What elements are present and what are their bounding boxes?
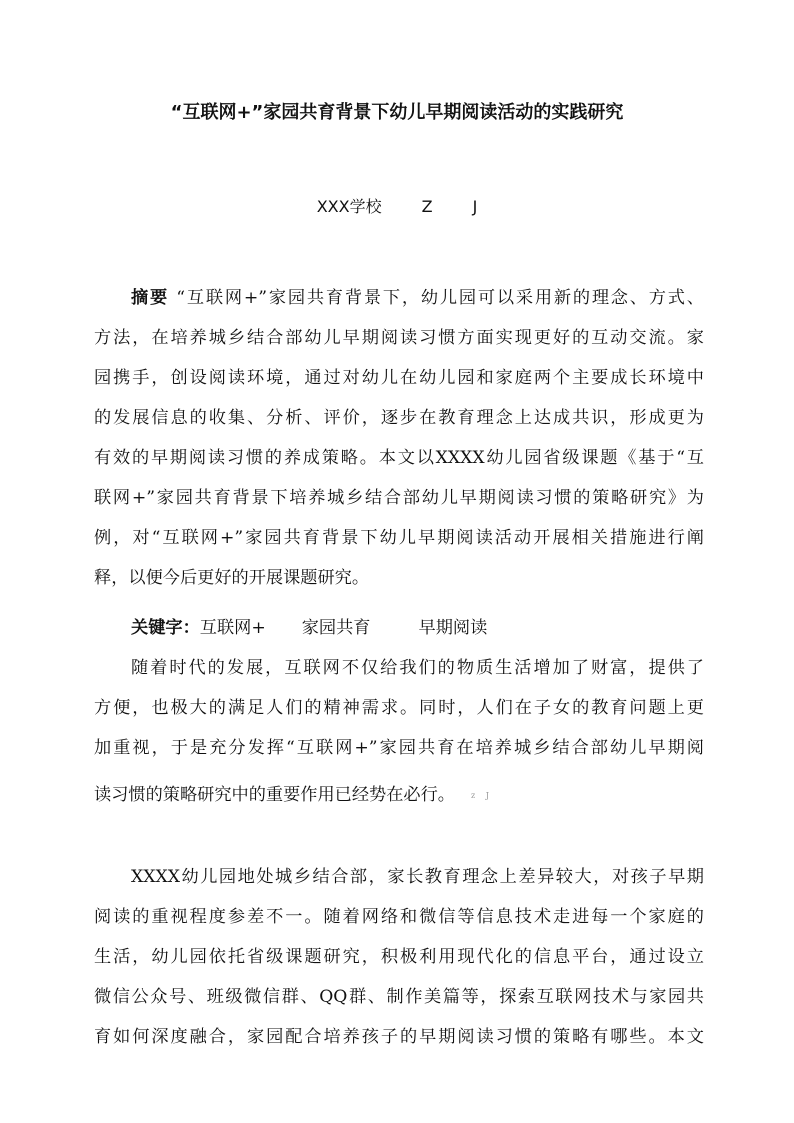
abstract-line: 园携手，创设阅读环境，通过对幼儿在幼儿园和家庭两个主要成长环境中 <box>94 368 704 388</box>
keyword-item: 互联网+ <box>199 618 266 638</box>
abstract-line: 例，对“互联网+”家园共育背景下幼儿早期阅读活动开展相关措施进行阐 <box>94 528 704 548</box>
paragraph-line: 随着时代的发展，互联网不仅给我们的物质生活增加了财富，提供了 <box>131 658 704 678</box>
paragraph-line: 微信公众号、班级微信群、QQ群、制作美篇等，探索互联网技术与家园共 <box>94 987 704 1007</box>
abstract-line: 方法，在培养城乡结合部幼儿早期阅读习惯方面实现更好的互动交流。家 <box>94 328 704 348</box>
keyword-item: 早期阅读 <box>418 618 488 638</box>
abstract-line: 有效的早期阅读习惯的养成策略。本文以XXXX幼儿园省级课题《基于“互 <box>94 448 704 468</box>
abstract-line: 释，以便今后更好的开展课题研究。 <box>94 568 370 588</box>
byline-school: XXX学校 <box>316 197 382 216</box>
paragraph-line: XXXX幼儿园地处城乡结合部，家长教育理念上差异较大，对孩子早期 <box>131 867 704 887</box>
paragraph-line: 方便，也极大的满足人们的精神需求。同时，人们在子女的教育问题上更 <box>94 698 704 718</box>
byline <box>0 195 794 219</box>
keyword-item: 家园共育 <box>301 618 371 638</box>
byline-author-2: J <box>472 197 478 216</box>
keywords-line <box>94 613 704 643</box>
keywords-label: 关键字： <box>131 618 200 638</box>
abstract-line: 的发展信息的收集、分析、评价，逐步在教育理念上达成共识，形成更为 <box>94 408 704 428</box>
abstract-line: 摘要 “互联网+”家园共育背景下，幼儿园可以采用新的理念、方式、 <box>131 288 704 308</box>
abstract-line: 联网+”家园共育背景下培养城乡结合部幼儿早期阅读习惯的策略研究》为 <box>94 488 704 508</box>
trailing-mark: z J <box>470 790 493 800</box>
paragraph-line: 阅读的重视程度参差不一。随着网络和微信等信息技术走进每一个家庭的 <box>94 907 704 927</box>
paragraph-line: 读习惯的策略研究中的重要作用已经势在必行。 z J <box>94 785 493 805</box>
paragraph-line: 生活，幼儿园依托省级课题研究，积极利用现代化的信息平台，通过设立 <box>94 947 704 967</box>
byline-author-1: Z <box>421 197 433 216</box>
document-title: “互联网+”家园共育背景下幼儿早期阅读活动的实践研究 <box>170 102 624 123</box>
abstract-label: 摘要 <box>131 288 169 308</box>
paragraph-line: 加重视，于是充分发挥“互联网+”家园共育在培养城乡结合部幼儿早期阅 <box>94 738 704 758</box>
paragraph-line: 育如何深度融合，家园配合培养孩子的早期阅读习惯的策略有哪些。本文 <box>94 1027 704 1047</box>
